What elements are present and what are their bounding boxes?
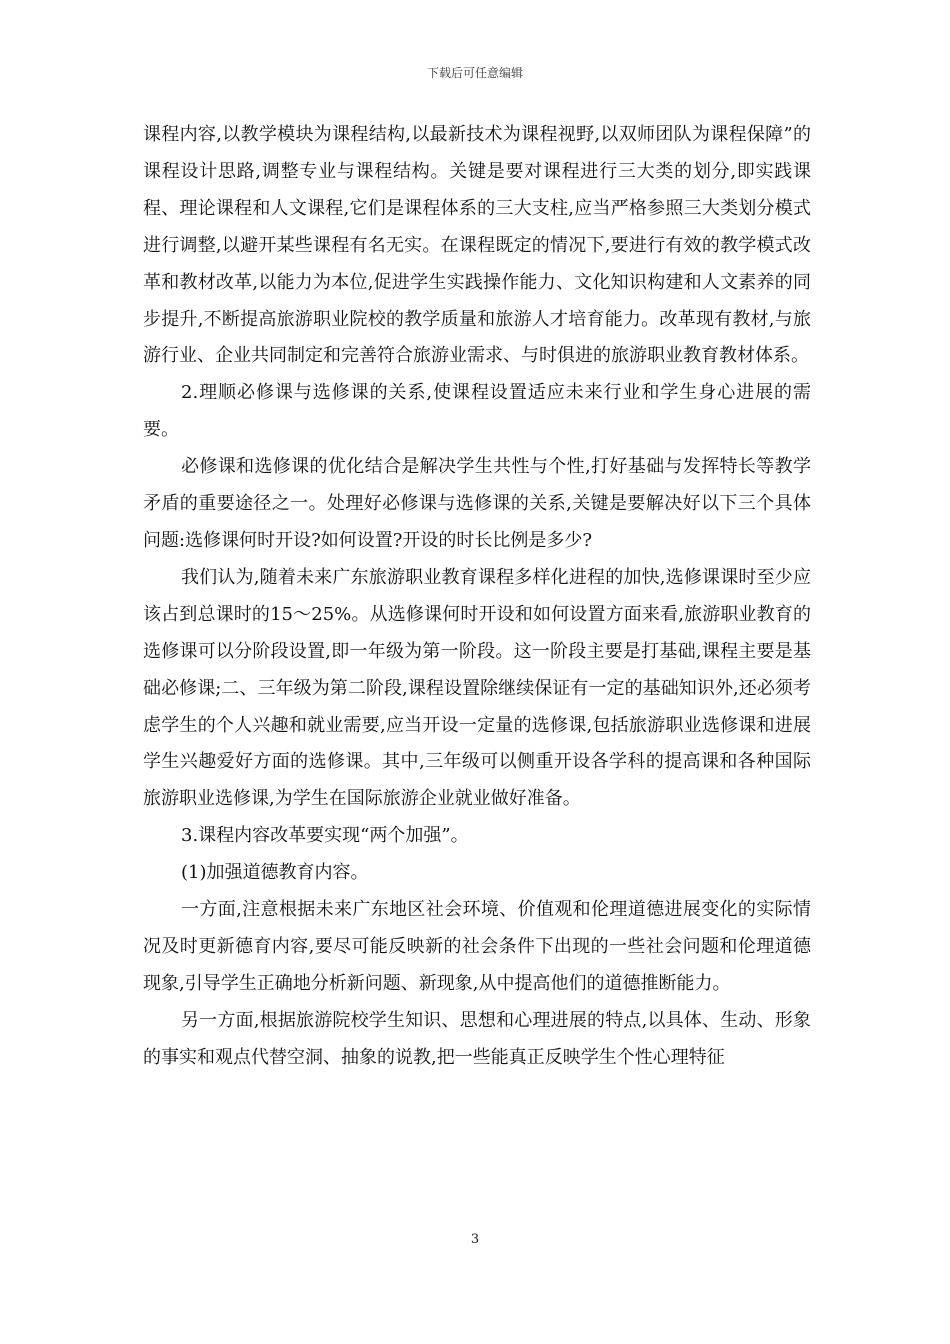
paragraph-7: 一方面,注意根据未来广东地区社会环境、价值观和伦理道德进展变化的实际情况及时更新德育内容,要尽可能反映新的社会条件下出现的一些社会问题和伦理道德现象,引导学生正确地分析新问题、新现象,从中提高他们的道德推断能力。 [143,899,811,994]
paragraph-2: 2.理顺必修课与选修课的关系,使课程设置适应未来行业和学生身心进展的需要。 [143,382,811,441]
paragraph-4: 我们认为,随着未来广东旅游职业教育课程多样化进程的加快,选修课课时至少应该占到总课时的15～25%。从选修课何时开设和如何设置方面来看,旅游职业教育的选修课可以分阶段设置,即一年级为第一阶段。这一阶段主要是打基础,课程主要是基础必修课;二、三年级为第二阶段,课程设置除继续保证有一定的基础知识外,还必须考虑学生的个人兴趣和就业需要,应当开设一定量的选修课,包括旅游职业选修课和进展学生兴趣爱好方面的选修课。其中,三年级可以侧重开设各学科的提高课和各种国际旅游职业选修课,为学生在国际旅游企业就业做好准备。 [143,566,811,810]
paragraph-5: 3.课程内容改革要实现“两个加强”。 [181,825,469,847]
document-body [143,117,811,1077]
page-header: 下载后可任意编辑 [426,66,523,80]
paragraph-3: 必修课和选修课的优化结合是解决学生共性与个性,打好基础与发挥特长等教学矛盾的重要途径之一。处理好必修课与选修课的关系,关键是要解决好以下三个具体问题:选修课何时开设?如何设置?开设的时长比例是多少? [143,456,811,551]
paragraph-8: 另一方面,根据旅游院校学生知识、思想和心理进展的特点,以具体、生动、形象的事实和观点代替空洞、抽象的说教,把一些能真正反映学生个性心理特征 [143,1009,811,1068]
page-number: 3 [470,1232,480,1247]
paragraph-1: 课程内容,以教学模块为课程结构,以最新技术为课程视野,以双师团队为课程保障”的课程设计思路,调整专业与课程结构。关键是要对课程进行三大类的划分,即实践课程、理论课程和人文课程,它们是课程体系的三大支柱,应当严格参照三大类划分模式进行调整,以避开某些课程有名无实。在课程既定的情况下,要进行有效的教学模式改革和教材改革,以能力为本位,促进学生实践操作能力、文化知识构建和人文素养的同步提升,不断提高旅游职业院校的教学质量和旅游人才培育能力。改革现有教材,与旅游行业、企业共同制定和完善符合旅游业需求、与时俱进的旅游职业教育教材体系。 [143,124,811,367]
paragraph-6: (1)加强道德教育内容。 [181,862,369,884]
